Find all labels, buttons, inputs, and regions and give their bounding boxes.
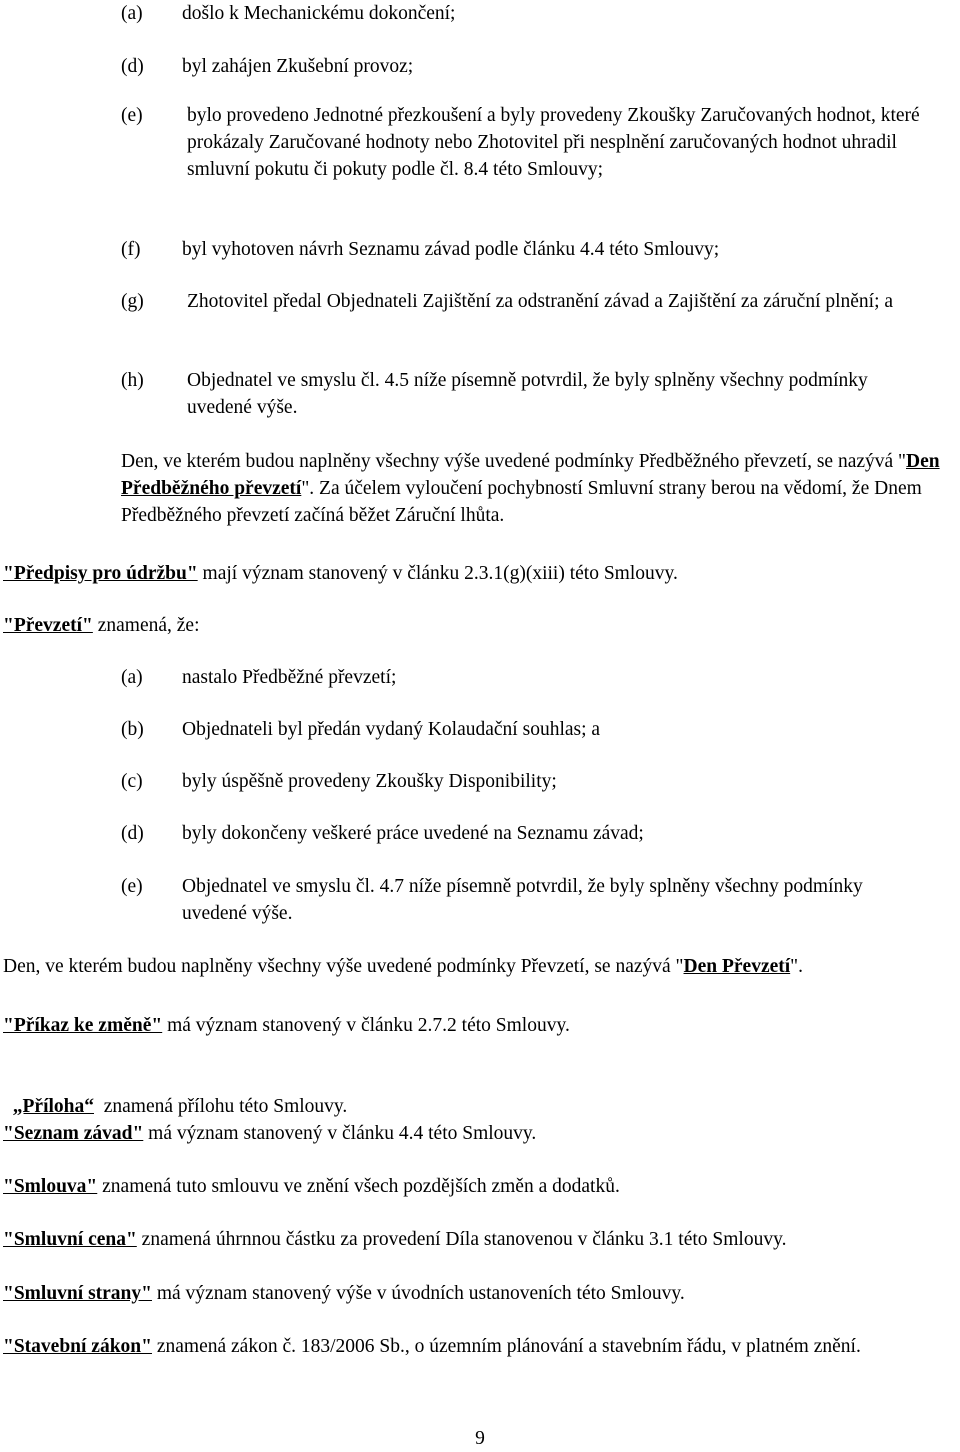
list-label: (b) [121,719,144,740]
list-text: byl vyhotoven návrh Seznamu závad podle článku 4.4 této Smlouvy; [182,239,720,260]
list-text: bylo provedeno Jednotné přezkoušení a byly provedeny Zkoušky Zaručovaných hodnot, které prokázaly Zaručované hodnoty nebo Zhotovitel při nesplnění zaručovaných hodnot uhradil smluvní pokutu či pokuty podle čl. 8.4 této Smlouvy; [187,105,920,180]
definition-smlouva: "Smlouva" znamená tuto smlouvu ve znění všech pozdějších změn a dodatků. [3,1176,620,1197]
page-number: 9 [475,1428,485,1449]
defined-term: "Stavební zákon" [3,1336,152,1357]
definition-stavebni-zakon: "Stavební zákon" znamená zákon č. 183/2006 Sb., o územním plánování a stavebním řádu, v platném znění. [3,1336,861,1357]
definition-seznam-zavad: "Seznam závad" má význam stanovený v článku 4.4 této Smlouvy. [3,1123,537,1144]
list-text: byl zahájen Zkušební provoz; [182,56,414,77]
paragraph-den-predbezneho-prevzeti: Den, ve kterém budou naplněny všechny výše uvedené podmínky Předběžného převzetí, se nazývá "Den Předběžného převzetí". Za účelem vyloučení pochybností Smluvní strany berou na vědomí, že Dnem Předběžného převzetí začíná běžet Záruční lhůta. [121,451,940,526]
list-label: (a) [121,3,143,24]
list-label: (e) [121,105,143,126]
list-label: (c) [121,771,143,792]
list-label: (g) [121,291,144,312]
defined-term: „Příloha“ [12,1096,94,1117]
list-text: Objednatel ve smyslu čl. 4.5 níže písemně potvrdil, že byly splněny všechny podmínky uvedené výše. [187,370,868,418]
list-label: (h) [121,370,144,391]
list-text: došlo k Mechanickému dokončení; [182,3,456,24]
list-text: Objednatel ve smyslu čl. 4.7 níže písemně potvrdil, že byly splněny všechny podmínky uvedené výše. [182,876,863,924]
defined-term: Den Předběžného převzetí [121,451,940,499]
list-label: (a) [121,667,143,688]
definition-prikaz-ke-zmene: "Příkaz ke změně" má význam stanovený v článku 2.7.2 této Smlouvy. [3,1015,570,1036]
list-label: (d) [121,56,144,77]
list-text: Zhotovitel předal Objednateli Zajištění za odstranění závad a Zajištění za záruční plnění; a [187,291,894,312]
list-label: (f) [121,239,141,260]
defined-term: "Smluvní cena" [3,1229,137,1250]
list-text: Objednateli byl předán vydaný Kolaudační souhlas; a [182,719,601,740]
defined-term: "Převzetí" [3,615,93,636]
defined-term: "Seznam závad" [3,1123,144,1144]
list-label: (d) [121,823,144,844]
definition-predpisy-pro-udrzbu: "Předpisy pro údržbu" mají význam stanovený v článku 2.3.1(g)(xiii) této Smlouvy. [3,563,678,584]
definition-prevzeti: "Převzetí" znamená, že: [3,615,200,636]
defined-term: "Smluvní strany" [3,1283,152,1304]
definition-smluvni-strany: "Smluvní strany" má význam stanovený výše v úvodních ustanoveních této Smlouvy. [3,1283,685,1304]
definition-priloha: „Příloha“ znamená přílohu této Smlouvy. [12,1096,348,1117]
definition-smluvni-cena: "Smluvní cena" znamená úhrnnou částku za provedení Díla stanovenou v článku 3.1 této Smlouvy. [3,1229,787,1250]
list-text: byly dokončeny veškeré práce uvedené na Seznamu závad; [182,823,644,844]
list-text: nastalo Předběžné převzetí; [182,667,397,688]
defined-term: Den Převzetí [683,956,791,977]
defined-term: "Smlouva" [3,1176,98,1197]
defined-term: "Předpisy pro údržbu" [3,563,198,584]
defined-term: "Příkaz ke změně" [3,1015,163,1036]
list-label: (e) [121,876,143,897]
paragraph-den-prevzeti: Den, ve kterém budou naplněny všechny výše uvedené podmínky Převzetí, se nazývá "Den Převzetí". [3,956,804,977]
list-text: byly úspěšně provedeny Zkoušky Disponibility; [182,771,557,792]
